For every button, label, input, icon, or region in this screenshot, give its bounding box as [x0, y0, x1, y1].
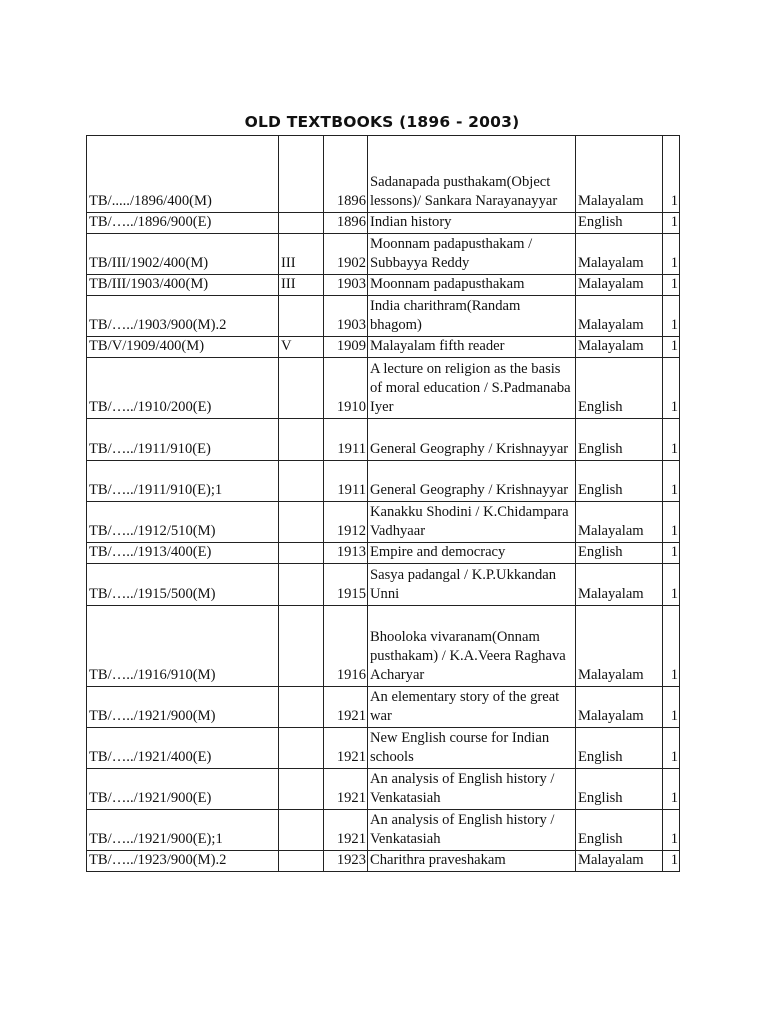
- accession-code-cell: TB/…../1911/910(E): [87, 419, 279, 461]
- quantity-cell: 1: [663, 234, 680, 275]
- year-cell: 1896: [324, 136, 368, 213]
- class-cell: [279, 213, 324, 234]
- table-row: [87, 728, 680, 769]
- accession-code-cell: TB/…../1912/510(M): [87, 502, 279, 543]
- book-title-cell: Indian history: [368, 213, 576, 234]
- class-cell: [279, 358, 324, 419]
- quantity-cell: 1: [663, 213, 680, 234]
- accession-code-cell: TB/…../1916/910(M): [87, 606, 279, 687]
- accession-code-cell: TB/…../1923/900(M).2: [87, 851, 279, 872]
- class-cell: [279, 851, 324, 872]
- table-row: [87, 275, 680, 296]
- accession-code-cell: TB/…../1921/900(M): [87, 687, 279, 728]
- class-cell: [279, 687, 324, 728]
- table-row: [87, 358, 680, 419]
- table-row: [87, 564, 680, 606]
- year-cell: 1903: [324, 275, 368, 296]
- class-cell: [279, 461, 324, 502]
- page-title: OLD TEXTBOOKS (1896 - 2003): [244, 113, 520, 131]
- year-cell: 1921: [324, 769, 368, 810]
- quantity-cell: 1: [663, 564, 680, 606]
- quantity-cell: 1: [663, 461, 680, 502]
- year-cell: 1896: [324, 213, 368, 234]
- accession-code-cell: TB/V/1909/400(M): [87, 337, 279, 358]
- quantity-cell: 1: [663, 337, 680, 358]
- accession-code-cell: TB/…../1921/900(E): [87, 769, 279, 810]
- accession-code-cell: TB/…../1910/200(E): [87, 358, 279, 419]
- quantity-cell: 1: [663, 502, 680, 543]
- book-title-cell: Malayalam fifth reader: [368, 337, 576, 358]
- book-title-cell: Moonnam padapusthakam: [368, 275, 576, 296]
- language-cell: Malayalam: [576, 275, 663, 296]
- class-cell: [279, 564, 324, 606]
- accession-code-cell: TB/…../1915/500(M): [87, 564, 279, 606]
- textbook-table: [86, 135, 680, 872]
- accession-code-cell: TB/III/1903/400(M): [87, 275, 279, 296]
- table-row: [87, 296, 680, 337]
- class-cell: [279, 606, 324, 687]
- class-cell: [279, 502, 324, 543]
- year-cell: 1921: [324, 687, 368, 728]
- table-row: [87, 687, 680, 728]
- accession-code-cell: TB/…../1911/910(E);1: [87, 461, 279, 502]
- year-cell: 1911: [324, 419, 368, 461]
- accession-code-cell: TB/III/1902/400(M): [87, 234, 279, 275]
- book-title-cell: Charithra praveshakam: [368, 851, 576, 872]
- year-cell: 1921: [324, 728, 368, 769]
- language-cell: Malayalam: [576, 687, 663, 728]
- language-cell: English: [576, 213, 663, 234]
- language-cell: English: [576, 461, 663, 502]
- book-title-cell: Sadanapada pusthakam(Object lessons)/ Sankara Narayanayyar: [368, 136, 576, 213]
- table-row: [87, 606, 680, 687]
- language-cell: Malayalam: [576, 564, 663, 606]
- accession-code-cell: TB/…../1913/400(E): [87, 543, 279, 564]
- language-cell: Malayalam: [576, 606, 663, 687]
- quantity-cell: 1: [663, 728, 680, 769]
- year-cell: 1909: [324, 337, 368, 358]
- class-cell: [279, 728, 324, 769]
- table-row: [87, 502, 680, 543]
- class-cell: V: [279, 337, 324, 358]
- table-row: [87, 851, 680, 872]
- year-cell: 1916: [324, 606, 368, 687]
- quantity-cell: 1: [663, 543, 680, 564]
- language-cell: Malayalam: [576, 296, 663, 337]
- quantity-cell: 1: [663, 275, 680, 296]
- language-cell: English: [576, 728, 663, 769]
- language-cell: English: [576, 769, 663, 810]
- accession-code-cell: TB/…../1903/900(M).2: [87, 296, 279, 337]
- language-cell: Malayalam: [576, 136, 663, 213]
- textbook-table-body: [87, 136, 680, 872]
- quantity-cell: 1: [663, 419, 680, 461]
- book-title-cell: Bhooloka vivaranam(Onnam pusthakam) / K.A.Veera Raghava Acharyar: [368, 606, 576, 687]
- table-row: [87, 543, 680, 564]
- year-cell: 1910: [324, 358, 368, 419]
- year-cell: 1913: [324, 543, 368, 564]
- language-cell: Malayalam: [576, 234, 663, 275]
- quantity-cell: 1: [663, 687, 680, 728]
- quantity-cell: 1: [663, 358, 680, 419]
- table-row: [87, 810, 680, 851]
- accession-code-cell: TB/…../1921/900(E);1: [87, 810, 279, 851]
- book-title-cell: Empire and democracy: [368, 543, 576, 564]
- book-title-cell: India charithram(Randam bhagom): [368, 296, 576, 337]
- table-row: [87, 136, 680, 213]
- year-cell: 1911: [324, 461, 368, 502]
- book-title-cell: An analysis of English history / Venkatasiah: [368, 769, 576, 810]
- class-cell: [279, 296, 324, 337]
- book-title-cell: Kanakku Shodini / K.Chidampara Vadhyaar: [368, 502, 576, 543]
- accession-code-cell: TB/...../1896/400(M): [87, 136, 279, 213]
- class-cell: [279, 769, 324, 810]
- class-cell: [279, 543, 324, 564]
- table-row: [87, 461, 680, 502]
- book-title-cell: General Geography / Krishnayyar: [368, 461, 576, 502]
- book-title-cell: Sasya padangal / K.P.Ukkandan Unni: [368, 564, 576, 606]
- class-cell: [279, 810, 324, 851]
- accession-code-cell: TB/…../1921/400(E): [87, 728, 279, 769]
- language-cell: English: [576, 358, 663, 419]
- book-title-cell: General Geography / Krishnayyar: [368, 419, 576, 461]
- table-row: [87, 769, 680, 810]
- quantity-cell: 1: [663, 769, 680, 810]
- class-cell: III: [279, 275, 324, 296]
- table-row: [87, 234, 680, 275]
- accession-code-cell: TB/…../1896/900(E): [87, 213, 279, 234]
- class-cell: III: [279, 234, 324, 275]
- quantity-cell: 1: [663, 296, 680, 337]
- year-cell: 1921: [324, 810, 368, 851]
- year-cell: 1903: [324, 296, 368, 337]
- language-cell: English: [576, 810, 663, 851]
- year-cell: 1923: [324, 851, 368, 872]
- language-cell: English: [576, 419, 663, 461]
- quantity-cell: 1: [663, 136, 680, 213]
- table-row: [87, 213, 680, 234]
- class-cell: [279, 419, 324, 461]
- language-cell: Malayalam: [576, 502, 663, 543]
- quantity-cell: 1: [663, 606, 680, 687]
- language-cell: Malayalam: [576, 337, 663, 358]
- year-cell: 1912: [324, 502, 368, 543]
- class-cell: [279, 136, 324, 213]
- table-row: [87, 337, 680, 358]
- book-title-cell: Moonnam padapusthakam / Subbayya Reddy: [368, 234, 576, 275]
- year-cell: 1915: [324, 564, 368, 606]
- book-title-cell: A lecture on religion as the basis of moral education / S.Padmanaba Iyer: [368, 358, 576, 419]
- book-title-cell: An analysis of English history / Venkatasiah: [368, 810, 576, 851]
- language-cell: English: [576, 543, 663, 564]
- book-title-cell: New English course for Indian schools: [368, 728, 576, 769]
- book-title-cell: An elementary story of the great war: [368, 687, 576, 728]
- table-row: [87, 419, 680, 461]
- quantity-cell: 1: [663, 851, 680, 872]
- year-cell: 1902: [324, 234, 368, 275]
- quantity-cell: 1: [663, 810, 680, 851]
- language-cell: Malayalam: [576, 851, 663, 872]
